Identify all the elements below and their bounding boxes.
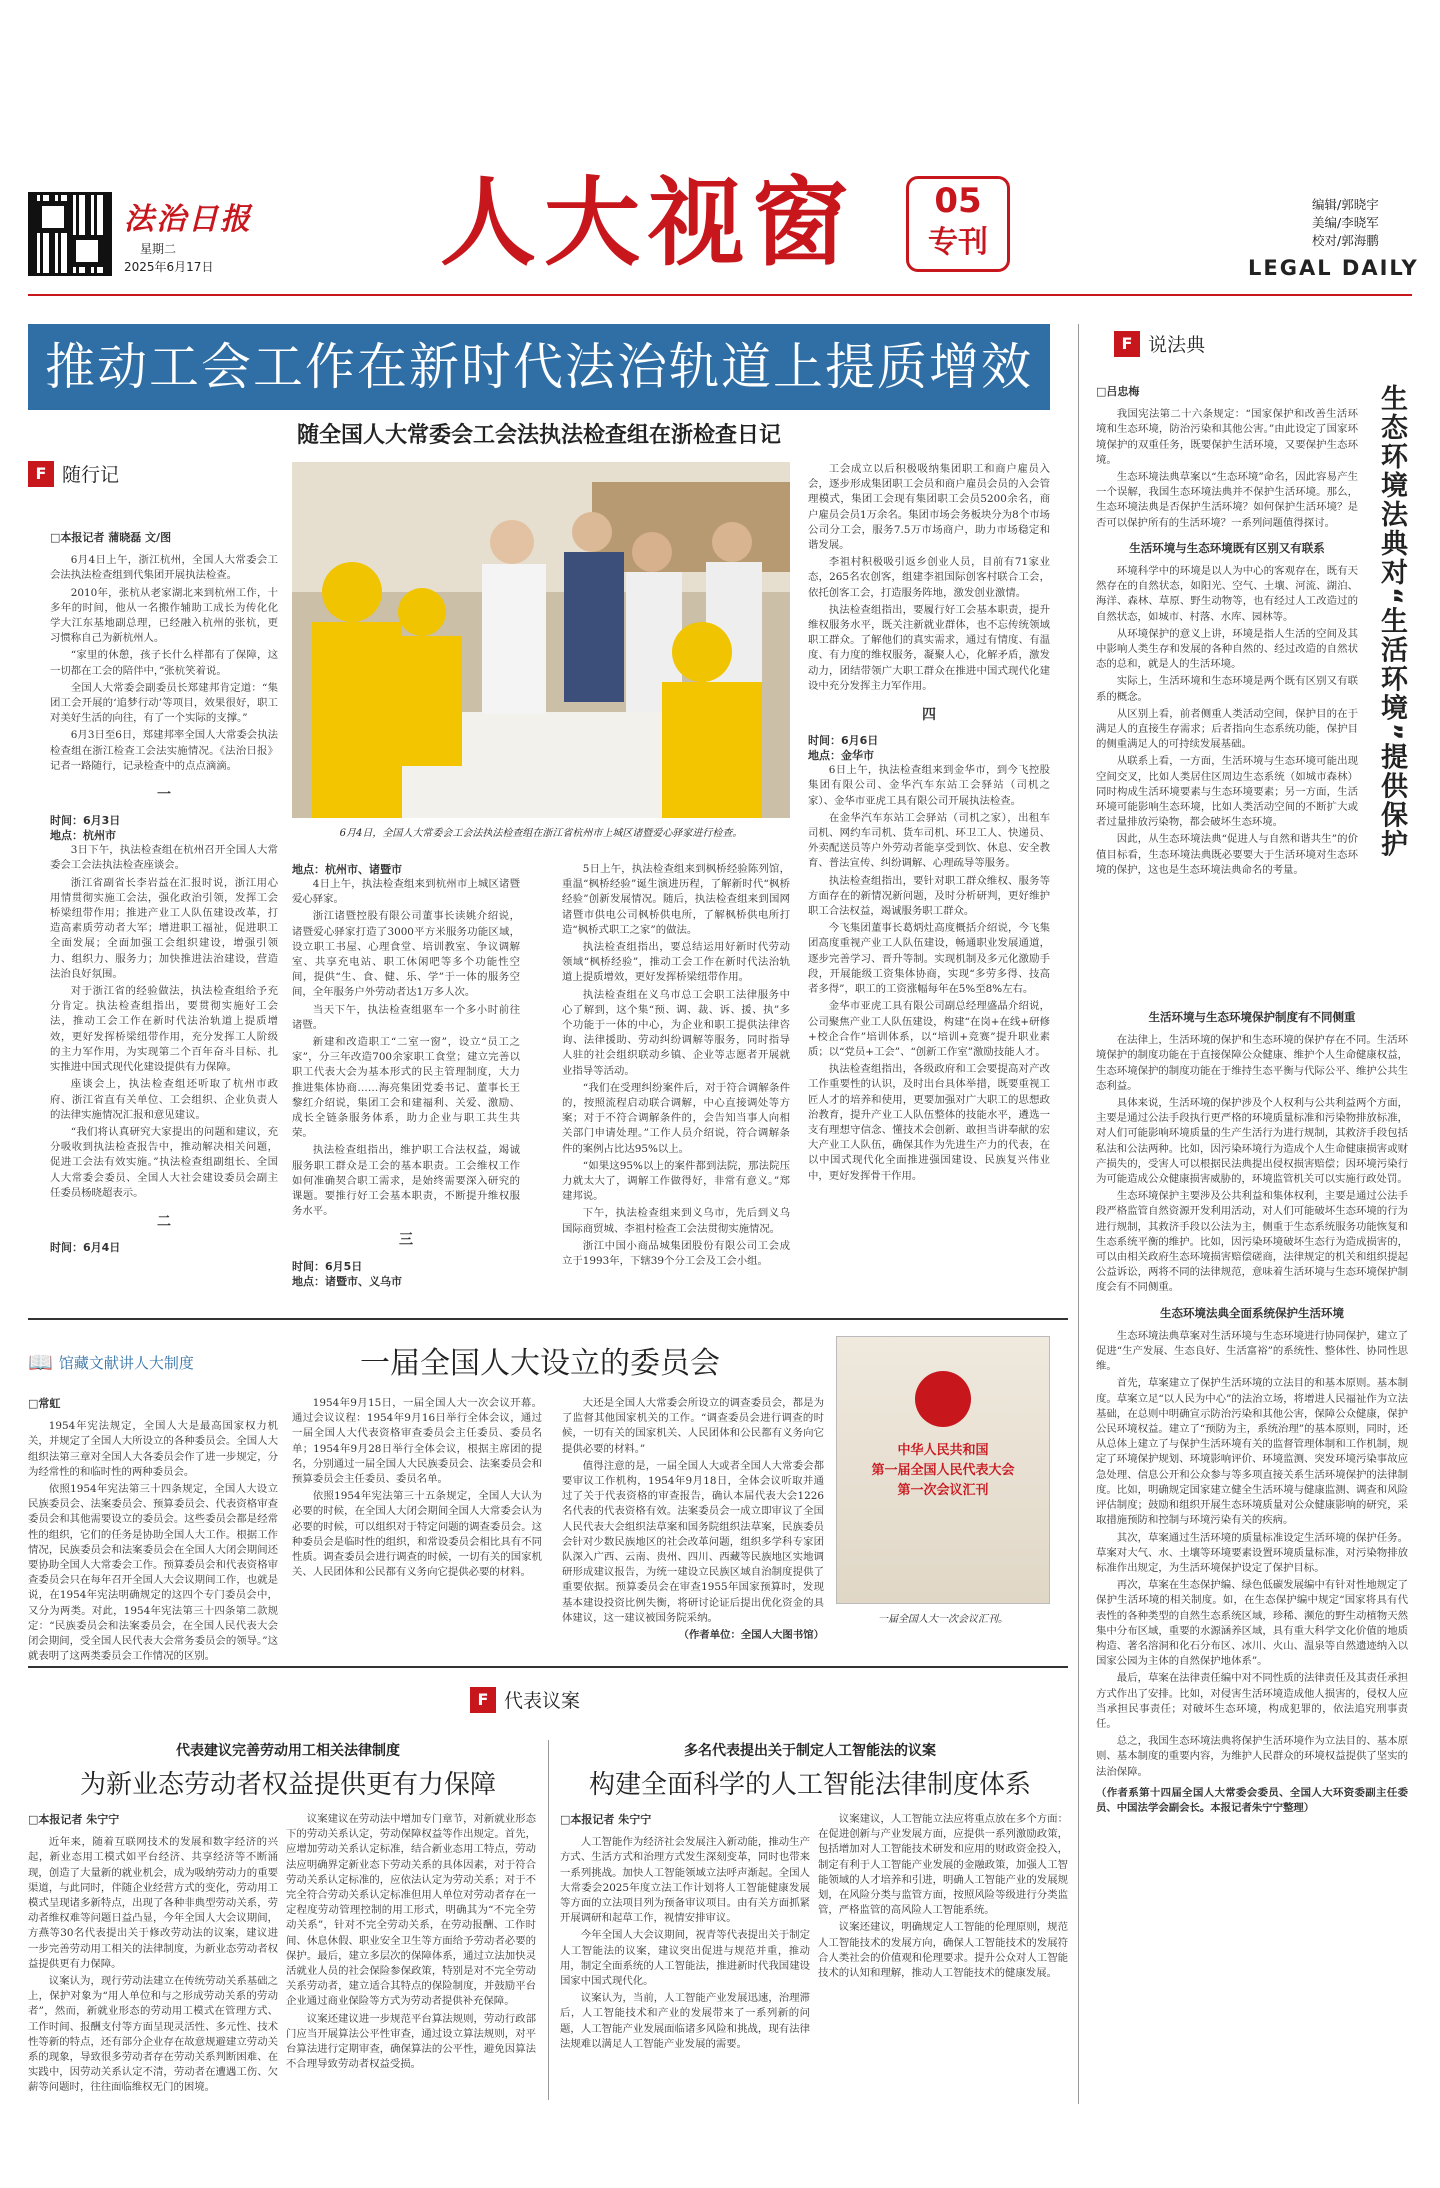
paragraph: 生态环境保护主要涉及公共利益和集体权利，主要是通过公法手段严格监管自然资源开发利用活动，对人们可能破坏生态环境的行为进行规制，其救济手段以公法为主，侧重于生态系统服务功能恢复和生态系统平衡的维护。比如，因污染环境破坏生态行为造成损害的，可以由相关政府生态环境损害赔偿磋商，法律规定的机关和组织提起公益诉讼，两将不同的法律规范，意味着生活环境与生态环境保护制度会有不同侧重。 [1096, 1190, 1408, 1294]
column-tag-label: 说法典 [1148, 334, 1206, 356]
deputies-right-column-1 [560, 1812, 810, 2054]
section-heading: 生活环境与生态环境保护制度有不同侧重 [1148, 1010, 1356, 1024]
issue-date: 2025年6月17日 [124, 260, 214, 274]
paragraph: 议案建议，人工智能立法应将重点放在多个方面：在促进创新与产业发展方面，应提供一系列激励政策，包括增加对人工智能技术研发和应用的财政资金投入，制定有利于人工智能产业发展的金融政策，加强人工智能领域的人才培养和引进，明确人工智能产业的发展规划，在风险分类与监管方面，按照风险等级进行分类监管，严格监管的高风险人工智能系统。 [818, 1813, 1068, 1917]
qr-code [28, 192, 112, 276]
paragraph: 从区别上看，前者侧重人类活动空间，保护目的在于满足人的直接生存需求；后者指向生态系统功能，保护目的侧重满足人的可持续发展基础。 [1096, 707, 1358, 751]
paragraph: 6月3日至6日，郑建邦率全国人大常委会执法检查组在浙江检查工会法实施情况。《法治日报》记者一路随行，记录检查中的点点滴滴。 [50, 729, 278, 772]
cover-line: 第一次会议汇刊 [897, 1483, 989, 1498]
paragraph: 近年来，随着互联网技术的发展和数字经济的兴起，新业态用工模式如平台经济、共享经济等不断涌现，创造了大量新的就业机会，成为吸纳劳动力的重要渠道，与此同时，伴随企业经营方式的变化，劳动用工模式呈现诸多新特点，出现了各种非典型劳动关系，劳动者维权难等问题日益凸显，今年全国人大会议期间，方燕等30名代表提出关于修改劳动法的议案，建议进一步完善劳动用工相关的法律制度，为新业态劳动者权益提供更有力保障。 [28, 1836, 278, 1970]
paragraph: 执法检查组指出，维护职工合法权益，竭诚服务职工群众是工会的基本职责。工会维权工作如何准确契合职工需求，是始终需要深入研究的课题。要推行好工会基本职责，不断提升维权服务水平。 [292, 1144, 520, 1218]
paragraph: 执法检查组在义乌市总工会职工法律服务中心了解到，这个集“预、调、裁、诉、援、执”多个功能于一体的中心，为企业和职工提供法律咨询、法律援助、劳动纠纷调解等服务，同时指导人驻的社会组织联动乡镇、企业等志愿者开展就业指导等活动。 [562, 988, 790, 1077]
section-heading: 生活环境与生态环境既有区别又有联系 [1129, 540, 1325, 555]
commentary-top [1096, 384, 1358, 880]
commentary-bottom [1096, 1000, 1408, 1816]
section-time: 时间：6月3日 [50, 814, 121, 828]
editor-credits [1312, 196, 1379, 250]
paragraph: 工会成立以后积极吸纳集团职工和商户雇员入会，逐步形成集团职工会员和商户雇员会员的入会管理模式，集团工会现有集团职工会员5200余名，商户雇员会员1万余名。集团市场会务板块分为8个市场公司分工会，服务7.5万市场商户，助力市场稳定和谐发展。 [808, 463, 1050, 552]
left-headline: 为新业态劳动者权益提供更有力保障 [79, 1770, 496, 1800]
cover-line: 第一届全国人民代表大会 [871, 1463, 1015, 1478]
byline: □常虹 [28, 1397, 61, 1410]
section-place: 地点：杭州市 [50, 829, 116, 843]
paragraph: 4日上午，执法检查组来到杭州市上城区诸暨爱心驿家。 [292, 878, 520, 906]
paragraph: 议案还建议，明确规定人工智能的伦理原则，规范人工智能技术的发展方向，确保人工智能技术的发展符合人类社会的价值观和伦理要求。提升公众对人工智能技术的认知和理解，推动人工智能技术的健康发展。 [818, 1921, 1068, 1980]
masthead-rule [28, 294, 1412, 296]
paragraph: 我国宪法第二十六条规定：“国家保护和改善生活环境和生态环境，防治污染和其他公害。”由此设定了国家环境保护的双重任务，既要保护生活环境，又要保护生态环境。 [1096, 408, 1358, 466]
paragraph: 6日上午，执法检查组来到金华市，到今飞控股集团有限公司、金华汽车东站工会驿站（司机之家）、金华市亚虎工具有限公司开展执法检查。 [808, 764, 1050, 807]
byline: □本报记者 朱宁宁 [560, 1813, 652, 1826]
column-tag-shuofadian [1114, 330, 1205, 357]
paragraph: 5日上午，执法检查组来到枫桥经验陈列馆，重温“枫桥经验”诞生演进历程，了解新时代“枫桥经验”创新发展情况。随后，执法检查组来到国网诸暨市供电公司枫桥供电所，了解枫桥供电所打造“枫桥式职工之家”的做法。 [562, 863, 790, 936]
editor-credit: 校对/郭海鹏 [1312, 233, 1379, 248]
document-caption: 一届全国人大一次会议汇刊。 [878, 1614, 1008, 1625]
page-number: 05 [934, 181, 982, 221]
paragraph: 在法律上，生活环境的保护和生态环境的保护存在不同。生活环境保护的制度功能在于直接保障公众健康、维护个人生命健康权益，生态环境保护的制度功能在于维持生态平衡与代际公平、维护公共生态利益。 [1096, 1034, 1408, 1092]
cover-line: 中华人民共和国 [897, 1443, 989, 1458]
byline: □吕忠梅 [1096, 385, 1140, 398]
section-time: 时间：6月4日 [50, 1241, 121, 1255]
paragraph: 新建和改造职工“二室一窗”，设立“员工之家”，分三年改造700余家职工食堂；建立完善以职工代表大会为基本形式的民主管理制度，大力推进集体协商……海亮集团党委书记、董事长王黎红介绍说，集团工会和建福利、关爱、激励、成长全链条服务体系，助力企业与职工共生共荣。 [292, 1036, 520, 1140]
author-note: （作者单位：全国人大图书馆） [678, 1629, 824, 1642]
column-tag-suixingji [28, 460, 119, 487]
archive-column-3 [562, 1396, 824, 1643]
paragraph: 当天下午，执法检查组驱车一个多小时前往诸暨。 [292, 1003, 520, 1031]
paragraph: 今年全国人大会议期间，祝青等代表提出关于制定人工智能法的议案，建议突出促进与规范并重，推动用，制定全面系统的人工智能法，推进新时代我国建设国家中国式现代化。 [560, 1929, 810, 1988]
paragraph: 金华市亚虎工具有限公司副总经理盛晶介绍说，公司聚焦产业工人队伍建设，构建“在岗+在线+研修+校企合作”培训体系，以“培训+竞赛”提升职业素质；以“党员+工会”、“创新工作室”激励技能人才。 [808, 1000, 1050, 1058]
paragraph: 环境科学中的环境是以人为中心的客观存在，既有天然存在的自然状态，如阳光、空气、土壤、河流、湖泊、海洋、森林、草原、野生动物等，也有经过人工改造过的自然状态，如城市、村落、水库、园林等。 [1096, 565, 1358, 623]
article-column-1 [50, 530, 278, 1255]
paragraph: 1954年9月15日，一届全国人大一次会议开幕。通过会议议程：1954年9月16日举行全体会议，通过一届全国人大代表资格审查委员会主任委员、委员名单；1954年9月28日举行全体会议，根据主席团的提名，分别通过一届全国人大民族委员会、法案委员会和预算委员会主任委员、委员名单。 [292, 1397, 542, 1486]
paragraph: 2010年，张杭从老家湖北来到杭州工作，十多年的时间，他从一名搬作辅助工成长为传化化学大江东基地副总理，已经融入杭州的张杭，更习惯称自己为新杭州人。 [50, 586, 278, 645]
paragraph: 依照1954年宪法第三十四条规定，全国人大设立民族委员会、法案委员会、预算委员会、代表资格审查委员会和其他需要设立的委员会。这些委员会都是经常性的组织，它们的任务是协助全国人大工作。根据工作情况，民族委员会和法案委员会在全国人大闭会期间还要协助全国人大常委会工作。预算委员会和代表资格审查委员会只在每年召开全国人大会议期间工作，也就是说，在1954年宪法明确规定的这四个专门委员会中，又分为两类。对此，1954年宪法第三十四条第二款规定：“民族委员会和法案委员会，在全国人民代表大会闭会期间，受全国人民代表大会常务委员会的领导。”这就表明了这两类委员会工作情况的区别。 [28, 1483, 278, 1663]
paper-name: 法治日报 [124, 202, 252, 237]
archive-column-2 [292, 1396, 542, 1582]
paragraph: 议案认为，当前，人工智能产业发展迅速，治理滞后，人工智能技术和产业的发展带来了一系列新的问题，人工智能产业发展面临诸多风险和挑战，现有法律法规难以满足人工智能产业发展的需要。 [560, 1992, 810, 2050]
column-tag-label: 代表议案 [504, 1690, 581, 1712]
page-label: 专刊 [928, 225, 988, 260]
paragraph: 最后，草案在法律责任编中对不同性质的法律责任及其责任承担方式作出了安排。比如，对侵害生活环境造成他人损害的，侵权人应当承担民事责任；对破坏生态环境，构成犯罪的，依法追究刑事责任。 [1096, 1672, 1408, 1730]
column-tag-archive [28, 1350, 194, 1374]
paragraph: 1954年宪法规定，全国人大是最高国家权力机关，并规定了全国人大所设立的各种委员会。全国人大组织法第三章对全国人大各委员会作了进一步规定，分为经常性的和临时性的两种委员会。 [28, 1420, 278, 1478]
section-number: 一 [157, 787, 171, 804]
paragraph: 浙江中国小商品城集团股份有限公司工会成立于1993年，下辖39个分工会及工会小组。 [562, 1239, 790, 1268]
paragraph: 在金华汽车东站工会驿站（司机之家），出租车司机、网约车司机、货车司机、环卫工人、快递员、外卖配送员等户外劳动者能享受到饮、休息、安全教育、普法宣传、纠纷调解、心理疏导等服务。 [808, 811, 1050, 870]
paragraph: 浙江诸暨控股有限公司董事长读姚介绍说，诸暨爱心驿家打造了3000平方米服务功能区域，设立职工书屋、心理食堂、培训教室、争议调解室、共享充电站、职工休闲吧等多个功能性空间，提供“生、食、健、乐、学”于一体的服务空间，全年服务户外劳动者达1万多人次。 [292, 910, 520, 999]
section-time: 时间：6月5日 [292, 1259, 363, 1273]
paragraph: 议案建议在劳动法中增加专门章节，对新就业形态下的劳动关系认定，劳动保障权益等作出规定。首先，应增加劳动关系认定标准，结合新业态用工特点，劳动法应明确界定新业态下劳动关系的具体因素，对于符合劳动关系认定标准的，应依法认定为劳动关系；对于不完全符合劳动关系认定标准但用人单位对劳动者存在一定程度劳动管理控制的用工形式，明确其为“不完全劳动关系”，针对不完全劳动关系，在劳动报酬、工作时间、休息休假、职业安全卫生等方面给予劳动者必要的保护。最后，建立多层次的保障体系，通过立法加快灵活就业人员的社会保险参保政策，特别是对不完全劳动关系劳动者，建立适合其特点的保险制度，并鼓励平台企业通过商业保险等方式为劳动者提供补充保障。 [286, 1813, 536, 2008]
paragraph: “如果这95%以上的案件都到法院，那法院压力就太大了，调解工作做得好，非常有意义。”郑建邦说。 [562, 1159, 790, 1203]
section-heading: 生态环境法典全面系统保护生活环境 [1160, 1305, 1344, 1320]
paragraph: 首先，草案建立了保护生活环境的立法目的和基本原则。基本制度。草案立足“以人民为中心”的法治立场，将增进人民福祉作为立法基础，在总则中明确宣示防治污染和其他公害，保障公众健康，保护公民环境权益。建立了“预防为主，系统治理”的基本原则，同时，还从总体上建立了与保护生活环境有关的监督管理体制和工作机制，规定了环境保护规划、环境影响评价、环境监测、突发环境污染事故应急处理、信息公开和公众参与等多项直接关系生活环境保护的法律制度。比如，明确规定国家建立健全生活环境与健康监测、调查和风险评估制度；鼓励和组织开展生态环境质量对公众健康影响的研究，采取措施预防和控制与环境污染有关的疾病。 [1096, 1377, 1408, 1527]
paragraph: 从联系上看，一方面，生活环境与生态环境可能出现空间交叉，比如人类居住区周边生态系统（如城市森林）同时构成生活环境要素与生态环境要素；另一方面，生活环境可能影响生态环境，比如人类活动空间的不断扩大或者过量排放污染物，都会破坏生态环境。 [1096, 755, 1358, 829]
paragraph: “家里的休憩，孩子长什么样都有了保障，这一切都在工会的陪伴中，”张杭笑着说。 [50, 649, 278, 677]
right-headline: 构建全面科学的人工智能法律制度体系 [588, 1770, 1031, 1800]
column-tag-daibiao [470, 1686, 580, 1713]
book-icon: 📖 [28, 1350, 53, 1374]
paragraph: 依照1954年宪法第三十五条规定，全国人大认为必要的时候，在全国人大闭会期间全国人大常委会认为必要的时候，可以组织对于特定问题的调查委员会。这种委员会是临时性的组织，和常设委员会相比具有不同性质。调查委员会进行调查的时候，一切有关的国家机关、人民团体和公民都有义务向它提供必要的材料。 [292, 1490, 542, 1579]
english-paper-name: LEGAL DAILY [1248, 256, 1419, 280]
main-headline: 推动工会工作在新时代法治轨道上提质增效 [28, 324, 1050, 410]
deputies-left-column-1 [28, 1812, 278, 2098]
paragraph: 具体来说，生活环境的保护涉及个人权利与公共利益两个方面，主要是通过公法手段执行更严格的环境质量标准和污染物排放标准，对人们可能影响环境质量的生产生活行为进行规制，其救济手段包括私法和公法两种。比如，因污染环境行为造成个人生命健康损害或财产损失的，受害人可以根据民法典提出侵权损害赔偿；因环境污染行为可能造成公众健康损害威胁的，环境监管机关可以实施行政处罚。 [1096, 1097, 1408, 1186]
byline: □本报记者 朱宁宁 [28, 1813, 120, 1826]
paragraph: 执法检查组指出，要总结运用好新时代劳动领域“枫桥经验”，推动工会工作在新时代法治轨道上提质增效，更好发挥桥梁纽带作用。 [562, 941, 790, 984]
column-logo-icon: F [1114, 331, 1140, 357]
paragraph: 执法检查组指出，要履行好工会基本职责，提升维权服务水平，既关注新就业群体，也不忘传统领域职工群众。了解他们的真实需求，通过有情度、有温度、有力度的维权服务，凝聚人心，化解矛盾，激发动力，团结带领广大职工群众在推进中国式现代化建设中充分发挥主力军作用。 [808, 603, 1050, 692]
paragraph: 今飞集团董事长葛炳灶高度概括介绍说，今飞集团高度重视产业工人队伍建设，畅通职业发展通道，逐步完善学习、晋升等制。实现机制及多元化激励手段，开展能级工资集体协商，实现“多劳多得、技高者多得”，职工的工资涨幅每年在5%至8%左右。 [808, 922, 1050, 996]
paragraph: 再次，草案在生态保护编、绿色低碳发展编中有针对性地规定了保护生活环境的相关制度。如，在生态保护编中规定“国家将具有代表性的各种类型的自然生态系统区域，珍稀、濒危的野生动植物天然集中分布区域，重要的水源涵养区域，具有重大科学文化价值的地质构造、著名溶洞和化石分布区、冰川、火山、温泉等自然遗迹纳入以国家公园为主体的自然保护地体系”。 [1096, 1579, 1408, 1668]
paragraph: 执法检查组指出，各级政府和工会要提高对产改工作重要性的认识，及时出台具体举措，既要重视工匠人才的培养和使用，更要加强对广大职工的思想政治教育，提升产业工人队伍整体的技能水平，遴选一支有理想守信念、懂技术会创新、敢担当讲奉献的宏大产业工人队伍，确保其作为先进生产力的代表，在以中国式现代化全面推进强国建设、民族复兴伟业中，更好发挥骨干作用。 [808, 1063, 1050, 1182]
paragraph: 值得注意的是，一届全国人大或者全国人大常委会都要审议工作机构，1954年9月18日，全体会议听取并通过了关于代表资格的审查报告，确认本届代表大会1226名代表的代表资格有效。法案委员会一成立即审议了全国人民代表大会组织法草案和国务院组织法草案，民族委员会针对少数民族地区的社会改革问题，组织多学科专家团队深入广西、云南、贵州、四川、西藏等民族地区实地调研形成建议报告，为统一建设立民族区域自治制度提供了重要依据。预算委员会在审查1955年国家预算时，发现基本建设投资比例失衡，将研讨论证后提出优化资金的具体建议，这一建议被国务院采纳。 [562, 1459, 824, 1624]
paragraph: 李祖村积极吸引返乡创业人员，目前有71家业态，265名农创客，组建李祖国际创客村联合工会，依托创客工会，打造服务阵地，激发创业激情。 [808, 556, 1050, 599]
column-tag-label: 随行记 [62, 464, 120, 486]
archive-title: 一届全国人大设立的委员会 [360, 1346, 720, 1381]
paragraph: 下午，执法检查组来到义乌市，先后到义乌国际商贸城、李祖村检查工会法贯彻实施情况。 [562, 1207, 790, 1235]
deputies-left-column-2 [286, 1812, 536, 2074]
deputies-right-column-2 [818, 1812, 1068, 1983]
archive-document-image [836, 1336, 1050, 1604]
editor-credit: 编辑/郭晓宇 [1312, 197, 1379, 212]
page-number-box [906, 176, 1010, 272]
paragraph: 议案还建议进一步规范平台算法规则，劳动行政部门应当开展算法公平性审查，通过设立算法规则，对平台算法进行定期审查，确保算法的公平性，避免因算法不合理导致劳动者权益受损。 [286, 2012, 536, 2071]
paragraph: 6月4日上午，浙江杭州，全国人大常委会工会法执法检查组到代集团开展执法检查。 [50, 554, 278, 582]
paragraph: “我们将认真研究大家提出的问题和建议，充分吸收到执法检查报告中，推动解决相关问题，促进工会法有效实施。”执法检查组副组长、全国人大常委会委员、全国人大社会建设委员会副主任委员杨晓超表示。 [50, 1125, 278, 1199]
column-logo-icon: F [470, 1687, 496, 1713]
section-number: 二 [157, 1213, 171, 1230]
column-divider [548, 1740, 549, 2100]
article-column-2 [292, 862, 520, 1289]
column-tag-label: 馆藏文献讲人大制度 [58, 1353, 194, 1372]
right-deck: 多名代表提出关于制定人工智能法的议案 [684, 1743, 936, 1759]
paragraph: 从环境保护的意义上讲，环境是指人生活的空间及其中影响人类生存和发展的各种自然的、经过改造的自然状态的总和，就是人的生活环境。 [1096, 627, 1358, 671]
article-column-4 [808, 462, 1050, 1186]
article-photo [292, 462, 790, 818]
paragraph: “我们在受理纠纷案件后，对于符合调解条件的，按照流程启动联合调解，中心直接调处等方案；对于不符合调解条件的，会告知当事人向相关部门申请处理。”工作人员介绍说，符合调解条件的案例占比达95%以上。 [562, 1081, 790, 1155]
paragraph: 实际上，生活环境和生态环境是两个既有区别又有联系的概念。 [1096, 675, 1358, 703]
paragraph: 3日下午，执法检查组在杭州召开全国人大常委会工会法执法检查座谈会。 [50, 844, 278, 872]
column-divider [1078, 324, 1079, 2104]
paragraph: 议案认为，现行劳动法建立在传统劳动关系基础之上，保护对象为“用人单位和与之形成劳动关系的劳动者”，然而，新就业形态的劳动用工模式在管理方式、工作时间、报酬支付等方面呈现灵活性、多元性、技术性等新的特点，还有部分企业存在故意规避建立劳动关系的现象，导致很多劳动者存在劳动关系判断困难、在实践中，因劳动关系认定不清，劳动者在遭遇工伤、欠薪等问题时，往往面临维权无门的困境。 [28, 1975, 278, 2094]
paragraph: 生态环境法典草案对生活环境与生态环境进行协同保护，建立了促进“生产发展、生态良好、生活富裕”的系统性、整体性、协同性思维。 [1096, 1329, 1408, 1373]
paragraph: 生态环境法典草案以“生态环境”命名，因此容易产生一个误解，我国生态环境法典并不保护生活环境。那么，生态环境法典是否保护生活环境？如何保护生活环境？是否可以保护所有的生活环境？一系列问题值得探讨。 [1096, 471, 1358, 529]
paragraph: 执法检查组指出，要针对职工群众维权、服务等方面存在的新情况新问题，及时分析研判，更好维护职工合法权益，竭诚服务职工群众。 [808, 874, 1050, 918]
archive-column-1 [28, 1396, 278, 1666]
paragraph: 对于浙江省的经验做法，执法检查组给予充分肯定。执法检查组指出，要贯彻实施好工会法，推动工会工作在新时代法治轨道上提质增效，更好发挥桥梁纽带作用，充分发挥工人阶级的主力军作用，为实现第二个百年奋斗目标、扎实推进中国式现代化建设提供有力保障。 [50, 985, 278, 1074]
commentary-title: 生态环境法典对“生活环境”提供保护 [1376, 384, 1407, 859]
left-deck: 代表建议完善劳动用工相关法律制度 [176, 1743, 400, 1759]
paragraph: 因此，从生态环境法典“促进人与自然和谐共生”的价值目标看，生态环境法典既必要要大于生活环境对生态环境的保护，这也是生态环境法典命名的考量。 [1096, 833, 1358, 876]
section-divider [28, 1666, 1068, 1668]
article-column-3 [562, 862, 790, 1271]
main-subhead: 随全国人大常委会工会法执法检查组在浙检查日记 [296, 423, 781, 448]
paragraph: 全国人大常委会副委员长郑建邦肯定道：“集团工会开展的‘追梦行动’等项目，效果很好，职工对美好生活的向往，有了一个实际的支撑。” [50, 681, 278, 725]
section-place: 地点：诸暨市、义乌市 [292, 1274, 402, 1288]
paragraph: 人工智能作为经济社会发展注入新动能，推动生产方式、生活方式和治理方式发生深刻变革，同时也带来一系列挑战。加快人工智能领域立法呼声渐起。全国人大常委会2025年度立法工作计划将人工智能健康发展等方面的立法项目列为预备审议项目。由有关方面抓紧开展调研和起草工作，视情安排审议。 [560, 1836, 810, 1925]
byline: □本报记者 蒲晓磊 文/图 [50, 531, 172, 544]
column-logo-icon: F [28, 461, 54, 487]
section-place: 地点：金华市 [808, 749, 874, 763]
paragraph: 浙江省副省长李岩益在汇报时说，浙江用心用情贯彻实施工会法，强化政治引领，发挥工会桥梁纽带作用；推进产业工人队伍建设改革，打造高素质劳动者大军；增进职工福祉，促进职工全面发展；全面加强工会组织建设，增强引领力、组织力、服务力；加快推进法治建设，营造法治良好氛围。 [50, 876, 278, 980]
photo-illustration [292, 462, 790, 818]
editor-credit: 美编/李晓军 [1312, 215, 1379, 230]
section-time: 时间：6月6日 [808, 734, 879, 748]
document-cover-title [837, 1441, 1049, 1501]
section-place: 地点：杭州市、诸暨市 [292, 863, 402, 876]
national-emblem-icon [915, 1371, 971, 1427]
section-number: 四 [922, 707, 936, 724]
section-number: 三 [399, 1232, 413, 1249]
paragraph: 总之，我国生态环境法典将保护生活环境作为立法目的、基本原则、基本制度的重要内容，为维护人民群众的环境权益提供了坚实的法治保障。 [1096, 1735, 1408, 1778]
paragraph: 大还是全国人大常委会所设立的调查委员会，都是为了监督其他国家机关的工作。“调查委员会进行调查的时候，一切有关的国家机关、人民团体和公民都有义务向它提供必要的材料。” [562, 1397, 824, 1455]
section-divider [28, 1318, 1068, 1320]
author-footnote: （作者系第十四届全国人大常委会委员、全国人大环资委副主任委员、中国法学会副会长。本报记者朱宁宁整理） [1096, 1786, 1408, 1814]
weekday: 星期二 [140, 242, 177, 256]
paragraph: 座谈会上，执法检查组还听取了杭州市政府、浙江省直有关单位、工会组织、企业负责人的法律实施情况汇报和意见建议。 [50, 1078, 278, 1121]
photo-caption: 6月4日，全国人大常委会工会法执法检查组在浙江省杭州市上城区诸暨爱心驿家进行检查。 [339, 828, 743, 839]
section-title: 人大视窗 [440, 167, 856, 279]
paragraph: 其次，草案通过生活环境的质量标准设定生活环境的保护任务。草案对大气、水、土壤等环境要素设置环境质量标准，对污染物排放标准作出规定，为生活环境保护设定了保护目标。 [1096, 1531, 1408, 1574]
